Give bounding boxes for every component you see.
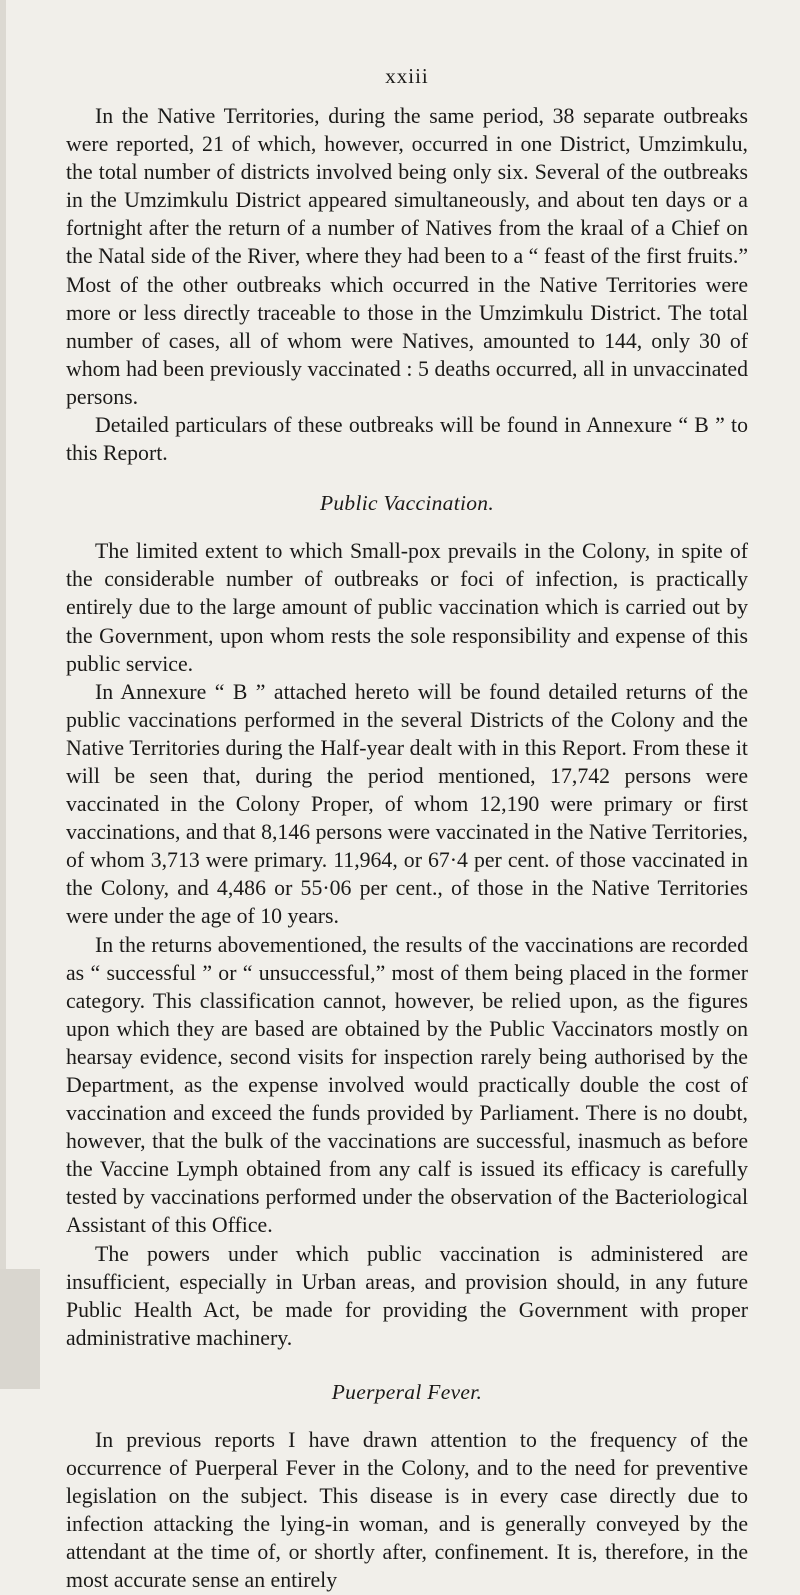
- heading-puerperal-fever: Puerperal Fever.: [331, 1379, 483, 1404]
- paragraph-native-territories-outbreaks: In the Native Territories, during the same period, 38 separate outbreaks were reported, 21 of which, however, occurred in one District, Umzimkulu, the total number of districts involved being only six. Several of the outbreaks in the Umzimkulu District appeared simultaneously, and about ten days or a fortnight after the return of a number of Natives from the kraal of a Chief on the Natal side of the River, where they had been to a “ feast of the first fruits.” Most of the other outbreaks which occurred in the Native Territories were more or less directly traceable to those in the Umzimkulu District. The total number of cases, all of whom were Natives, amounted to 144, only 30 of whom had been previously vaccinated : 5 deaths occurred, all in unvaccinated persons.: [66, 104, 748, 409]
- paragraph-results-classification: In the returns abovementioned, the results of the vaccinations are recorded as “ successful ” or “ unsuccessful,” most of them being placed in the former category. This classification cannot, however, be relied upon, as the figures upon which they are based are obtained by the Public Vaccinators mostly on hearsay evidence, second visits for inspection rarely being authorised by the Department, as the expense involved would practically double the cost of vaccination and exceed the funds provided by Parliament. There is no doubt, however, that the bulk of the vaccinations are successful, inasmuch as before the Vaccine Lymph obtained from any calf is issued its efficacy is carefully tested by vaccinations performed under the observation of the Bacteriological Assistant of this Office.: [66, 932, 748, 1238]
- paragraph-puerperal-fever: In previous reports I have drawn attention to the frequency of the occurrence of Puerperal Fever in the Colony, and to the need for preventive legislation on the subject. This disease is in every case directly due to infection attacking the lying-in woman, and is generally conveyed by the attendant at the time of, or shortly after, confinement. It is, therefore, in the most accurate sense an entirely: [66, 1427, 748, 1593]
- paragraph-limited-extent: The limited extent to which Small-pox prevails in the Colony, in spite of the considerable number of outbreaks or foci of infection, is practically entirely due to the large amount of public vaccination which is carried out by the Government, upon whom rests the sole responsibility and expense of this public service.: [66, 539, 748, 676]
- scan-corner-shadow: [0, 1269, 40, 1389]
- paragraph-annexure-returns: In Annexure “ B ” attached hereto will be found detailed returns of the public vaccinations performed in the several Districts of the Colony and the Native Territories during the Half-year dealt with in this Report. From these it will be seen that, during the period mentioned, 17,742 persons were vaccinated in the Colony Proper, of whom 12,190 were primary or first vaccinations, and that 8,146 persons were vaccinated in the Native Territories, of whom 3,713 were primary. 11,964, or 67·4 per cent. of those vaccinated in the Colony, and 4,486 or 55·06 per cent., of those in the Native Territories were under the age of 10 years.: [66, 679, 748, 929]
- page-number: xxiii: [385, 64, 429, 88]
- scan-edge-shadow: [0, 0, 6, 1389]
- paragraph-annexure-b-reference: Detailed particulars of these outbreaks will be found in Annexure “ B ” to this Report.: [66, 413, 748, 466]
- heading-public-vaccination: Public Vaccination.: [319, 491, 495, 516]
- paragraph-administrative-powers: The powers under which public vaccination is administered are insufficient, especially in Urban areas, and provision should, in any future Public Health Act, be made for providing the Government with proper administrative machinery.: [66, 1241, 748, 1350]
